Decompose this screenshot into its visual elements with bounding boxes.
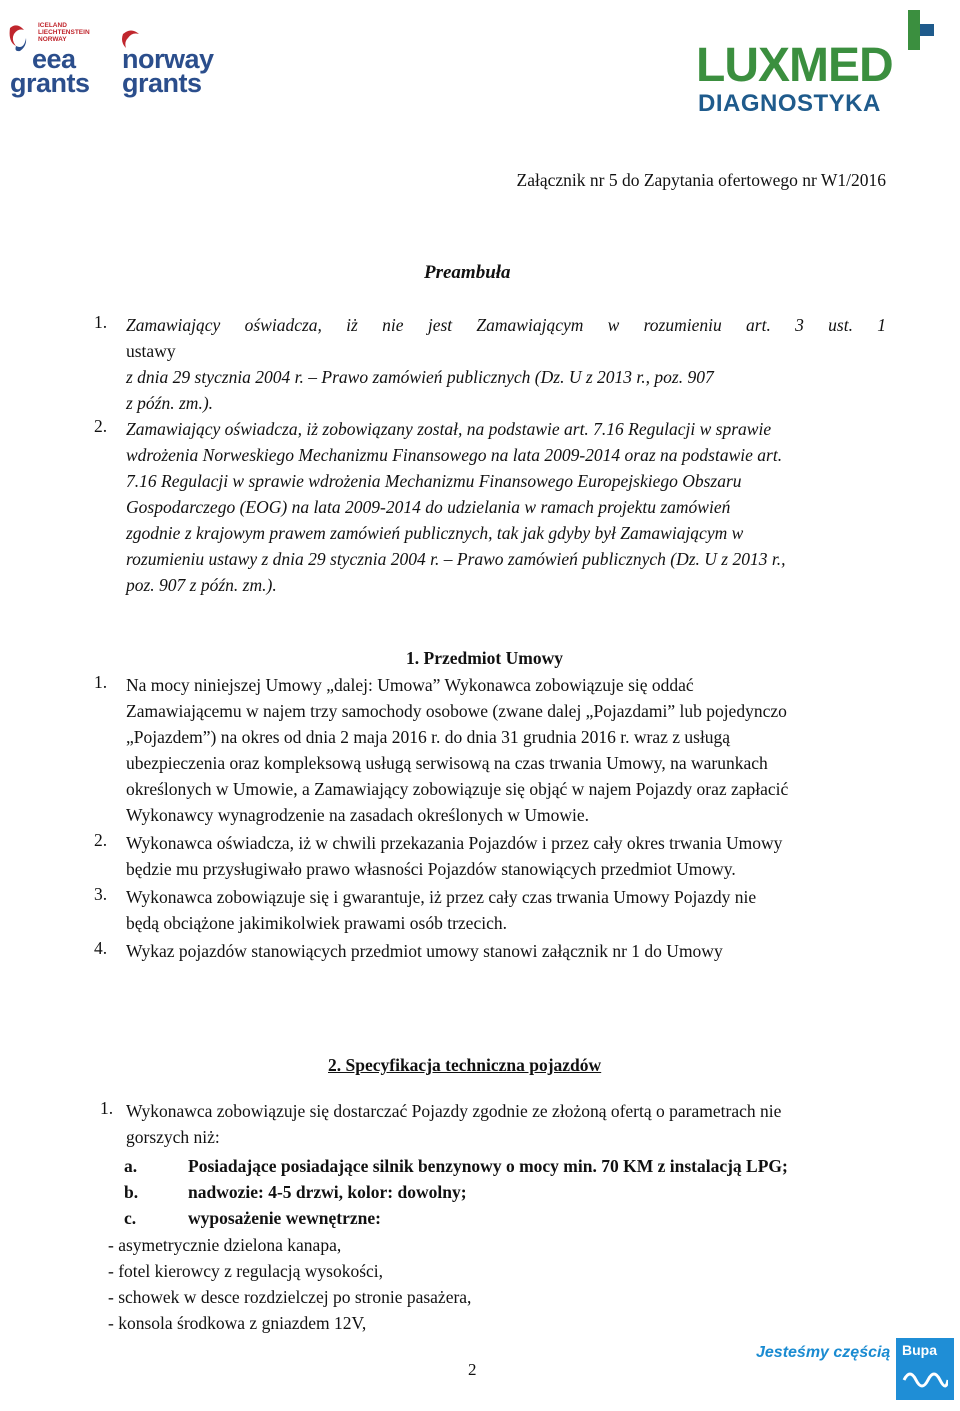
luxmed-diagnostyka-logo bbox=[690, 8, 940, 116]
section-1-item-3 bbox=[94, 884, 894, 936]
norway-word: norway bbox=[122, 44, 214, 74]
eea-word: eea bbox=[32, 44, 76, 74]
luxmed-cross-icon bbox=[890, 8, 938, 58]
eea-grants-logo bbox=[6, 22, 116, 102]
sub-item-c-text: wyposażenie wewnętrzne: bbox=[188, 1208, 381, 1228]
preambula-item-2-line: 7.16 Regulacji w sprawie wdrożenia Mechanizmu Finansowego Europejskiego Obszaru bbox=[126, 471, 742, 491]
section-1-item-3-number: 3. bbox=[94, 884, 108, 904]
equipment-item: - asymetrycznie dzielona kanapa, bbox=[108, 1235, 342, 1255]
sub-item-b bbox=[124, 1179, 904, 1205]
bupa-wave-icon bbox=[902, 1366, 948, 1392]
eea-country-norway: NORWAY bbox=[38, 36, 67, 43]
section-1-item-2-number: 2. bbox=[94, 830, 108, 850]
section-1-item-3-line: Wykonawca zobowiązuje się i gwarantuje, iż przez cały czas trwania Umowy Pojazdy nie bbox=[126, 887, 757, 907]
preambula-item-2 bbox=[126, 416, 896, 598]
section-1-item-4-number: 4. bbox=[94, 938, 108, 958]
section-1-item-1 bbox=[94, 672, 894, 828]
eea-countries bbox=[38, 22, 90, 43]
page-number: 2 bbox=[468, 1360, 477, 1379]
section-1-item-1-line: Zamawiającemu w najem trzy samochody osobowe (zwane dalej „Pojazdami” lub pojedynczo bbox=[126, 701, 787, 721]
luxmed-word: LUXMED bbox=[696, 39, 893, 92]
section-2-title: 2. Specyfikacja techniczna pojazdów bbox=[328, 1055, 602, 1075]
equipment-item: - schowek w desce rozdzielczej po stronie pasażera, bbox=[108, 1287, 472, 1307]
section-1-item-1-line: Na mocy niniejszej Umowy „dalej: Umowa” Wykonawca zobowiązuje się oddać bbox=[126, 675, 694, 695]
sub-item-a-text: Posiadające posiadające silnik benzynowy o mocy min. 70 KM z instalacją LPG; bbox=[188, 1156, 788, 1176]
preambula-item-1 bbox=[126, 312, 896, 416]
preambula-item-2-line: zgodnie z krajowym prawem zamówień publicznych, tak jak gdyby był Zamawiającym w bbox=[126, 523, 744, 543]
section-1-item-1-line: określonych w Umowie, a Zamawiający zobowiązuje się objąć w najem Pojazdy oraz zapłacić bbox=[126, 779, 789, 799]
sub-item-a bbox=[124, 1153, 904, 1179]
eea-country-liechtenstein: LIECHTENSTEIN bbox=[38, 29, 90, 36]
equipment-item: - fotel kierowcy z regulacją wysokości, bbox=[108, 1261, 384, 1281]
sub-item-c-letter: c. bbox=[124, 1208, 137, 1228]
sub-item-c bbox=[124, 1205, 904, 1231]
section-2-item-1-line: gorszych niż: bbox=[126, 1127, 220, 1147]
eea-flag-icon bbox=[6, 24, 28, 52]
preambula-item-1-line: z dnia 29 stycznia 2004 r. – Prawo zamówień publicznych (Dz. U z 2013 r., poz. 907 bbox=[126, 367, 714, 387]
luxmed-sub-word: DIAGNOSTYKA bbox=[698, 90, 881, 117]
preambula-item-1-line: ustawy bbox=[126, 341, 176, 361]
norway-grants-word: grants bbox=[122, 68, 202, 98]
section-1-item-1-line: ubezpieczenia oraz kompleksową usługą serwisową na czas trwania Umowy, na warunkach bbox=[126, 753, 768, 773]
bupa-word: Bupa bbox=[902, 1342, 937, 1358]
section-2-sub-list bbox=[124, 1153, 904, 1231]
eea-grants-word: grants bbox=[10, 68, 90, 98]
preambula-item-2-line: wdrożenia Norweskiego Mechanizmu Finansowego na lata 2009-2014 oraz na podstawie art. bbox=[126, 445, 783, 465]
section-1-item-1-line: „Pojazdem”) na okres od dnia 2 maja 2016 r. do dnia 31 grudnia 2016 r. wraz z usługą bbox=[126, 727, 731, 747]
section-1-list bbox=[94, 672, 894, 964]
equipment-list bbox=[108, 1232, 471, 1336]
section-1-item-2 bbox=[94, 830, 894, 882]
norway-grants-logo bbox=[120, 28, 230, 98]
section-2-item-1-number: 1. bbox=[100, 1098, 114, 1118]
preambula-item-2-line: Zamawiający oświadcza, iż zobowiązany został, na podstawie art. 7.16 Regulacji w sprawie bbox=[126, 419, 772, 439]
preambula-item-2-number: 2. bbox=[94, 416, 108, 436]
sub-item-b-letter: b. bbox=[124, 1182, 139, 1202]
section-1-item-1-line: Wykonawcy wynagrodzenie na zasadach określonych w Umowie. bbox=[126, 805, 590, 825]
section-2-item-1 bbox=[100, 1098, 900, 1150]
preambula-item-1-number: 1. bbox=[94, 312, 108, 332]
sub-item-a-letter: a. bbox=[124, 1156, 138, 1176]
section-1-item-4-line: Wykaz pojazdów stanowiących przedmiot umowy stanowi załącznik nr 1 do Umowy bbox=[126, 941, 723, 961]
attachment-reference: Załącznik nr 5 do Zapytania ofertowego nr W1/2016 bbox=[516, 170, 886, 190]
section-1-item-4 bbox=[94, 938, 894, 964]
preambula-item-2-line: poz. 907 z późn. zm.). bbox=[126, 575, 277, 595]
section-2-item-1-line: Wykonawca zobowiązuje się dostarczać Pojazdy zgodnie ze złożoną ofertą o parametrach nie bbox=[126, 1101, 782, 1121]
preambula-item-1-line: Zamawiający oświadcza, iż nie jest Zamawiającym w rozumieniu art. 3 ust. 1 bbox=[126, 315, 886, 335]
section-1-title: 1. Przedmiot Umowy bbox=[406, 648, 563, 668]
preambula-item-2-line: Gospodarczego (EOG) na lata 2009-2014 do udzielania w ramach projektu zamówień bbox=[126, 497, 731, 517]
section-1-item-2-line: będzie mu przysługiwało prawo własności Pojazdów stanowiących przedmiot Umowy. bbox=[126, 859, 736, 879]
equipment-item: - konsola środkowa z gniazdem 12V, bbox=[108, 1313, 367, 1333]
bupa-slogan: Jesteśmy częścią bbox=[756, 1344, 891, 1361]
section-1-item-3-line: będą obciążone jakimikolwiek prawami osób trzecich. bbox=[126, 913, 507, 933]
preambula-item-2-line: rozumieniu ustawy z dnia 29 stycznia 2004 r. – Prawo zamówień publicznych (Dz. U z 2013 r., bbox=[126, 549, 786, 569]
section-1-item-1-number: 1. bbox=[94, 672, 108, 692]
preambula-item-1-line: z późn. zm.). bbox=[126, 393, 214, 413]
sub-item-b-text: nadwozie: 4-5 drzwi, kolor: dowolny; bbox=[188, 1182, 467, 1202]
bupa-logo bbox=[896, 1338, 954, 1400]
section-1-item-2-line: Wykonawca oświadcza, iż w chwili przekazania Pojazdów i przez cały okres trwania Umowy bbox=[126, 833, 783, 853]
preambula-title: Preambuła bbox=[424, 262, 511, 283]
eea-country-iceland: ICELAND bbox=[38, 22, 67, 29]
